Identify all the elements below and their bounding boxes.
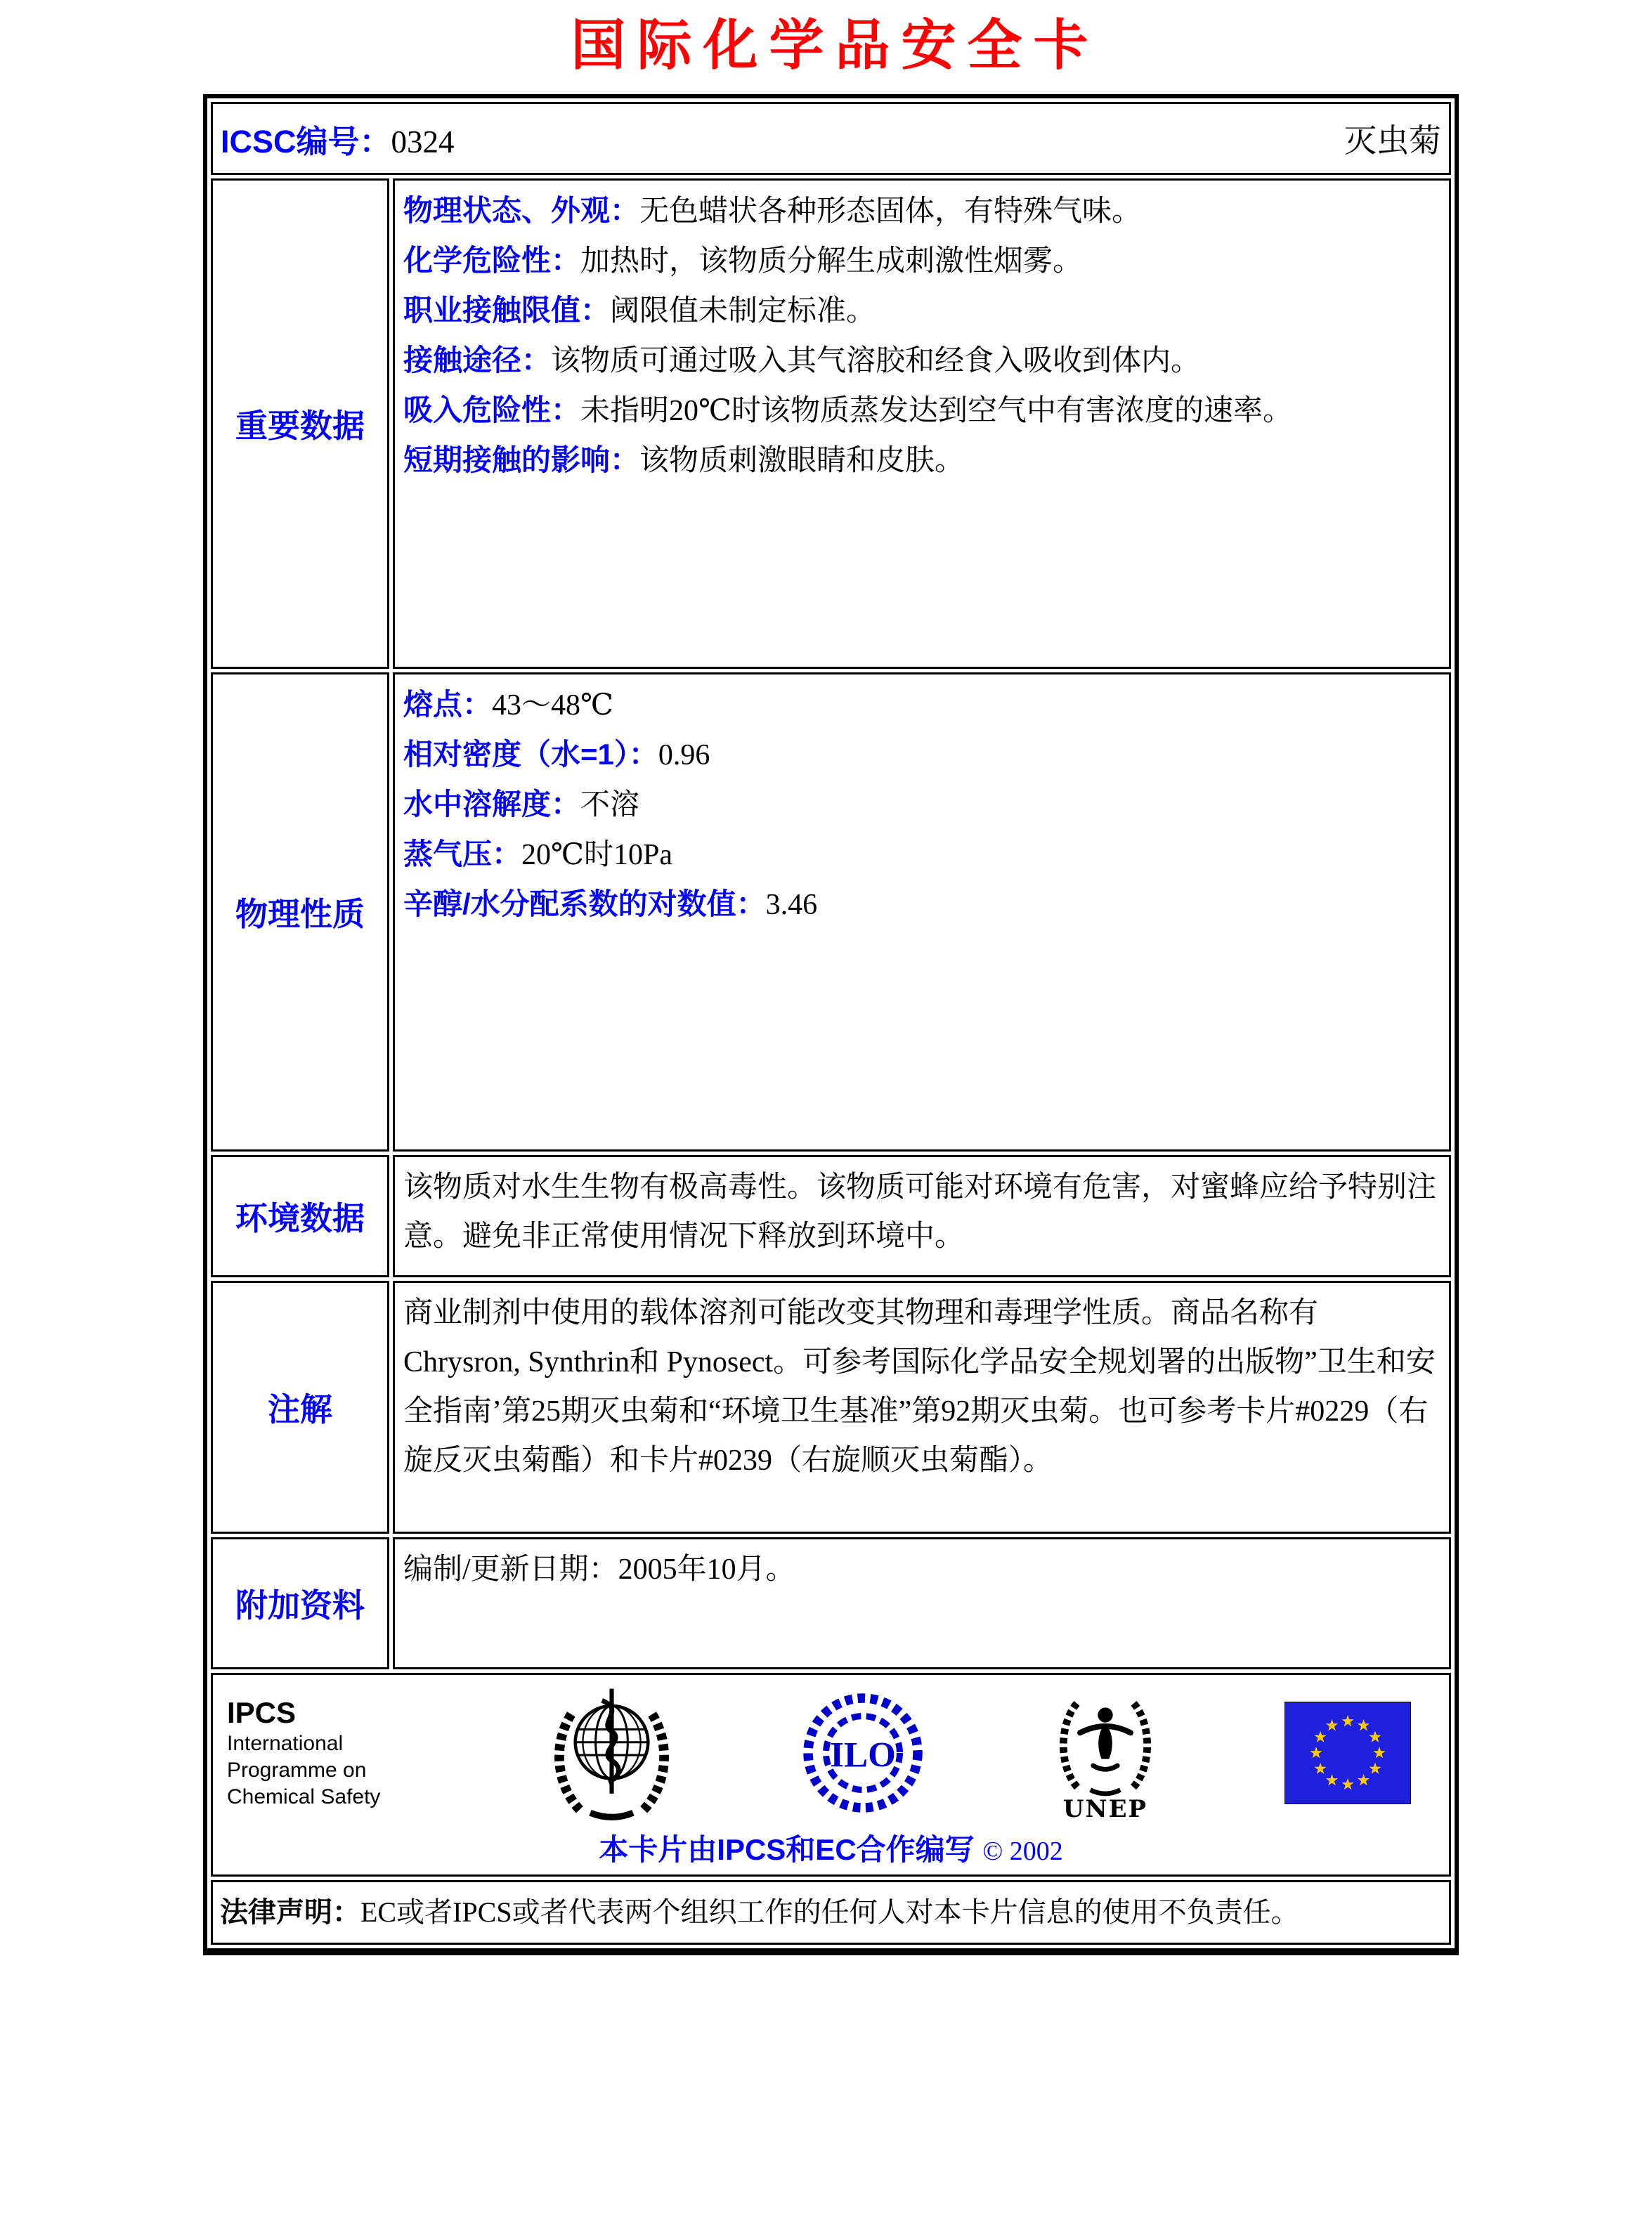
line-label: 吸入危险性： bbox=[403, 393, 581, 426]
chemical-name: 灭虫菊 bbox=[1344, 123, 1441, 159]
line-text: 阈限值未制定标准。 bbox=[610, 295, 876, 327]
data-line bbox=[403, 830, 1440, 880]
data-line bbox=[403, 680, 1440, 730]
page-title: 国际化学品安全卡 bbox=[571, 13, 1100, 77]
footer-row bbox=[211, 1673, 1451, 1877]
ipcs-text-block bbox=[227, 1695, 424, 1811]
line-text: 该物质可通过吸入其气溶胶和经食入吸收到体内。 bbox=[551, 345, 1201, 377]
line-text: 该物质刺激眼睛和皮肤。 bbox=[639, 445, 965, 477]
data-line bbox=[403, 336, 1440, 386]
line-label: 水中溶解度： bbox=[403, 788, 581, 821]
ilo-logo-icon bbox=[800, 1690, 926, 1816]
section-content-environment-data bbox=[393, 1155, 1451, 1277]
section-label-additional-info: 附加资料 bbox=[211, 1537, 389, 1669]
ipcs-full-name-line: Chemical Safety bbox=[227, 1785, 381, 1808]
line-label: 职业接触限值： bbox=[403, 294, 611, 327]
section-content-physical-properties bbox=[393, 672, 1451, 1152]
eu-flag-icon bbox=[1284, 1702, 1411, 1804]
icsc-card-table bbox=[203, 94, 1459, 1955]
notes-text: 商业制剂中使用的载体溶剂可能改变其物理和毒理学性质。商品名称有 Chrysron, Synthrin和 Pynosect。可参考国际化学品安全规划署的出版物”卫生和安全指南’第25期灭虫菊和“环境卫生基准”第92期灭虫菊。也可参考卡片#0229（右旋反灭虫菊酯）和卡片#0239（右旋顺灭虫菊酯）。 bbox=[403, 1297, 1436, 1477]
header-row bbox=[211, 102, 1451, 175]
section-content-notes bbox=[393, 1281, 1451, 1534]
ipcs-full-name-line: International bbox=[227, 1732, 344, 1755]
data-line bbox=[403, 386, 1440, 436]
line-label: 辛醇/水分配系数的对数值： bbox=[403, 887, 766, 920]
line-label: 熔点： bbox=[403, 688, 493, 721]
line-text: 加热时，该物质分解生成刺激性烟雾。 bbox=[580, 245, 1083, 278]
line-text: 20℃时10Pa bbox=[521, 839, 672, 871]
section-label-environment-data: 环境数据 bbox=[211, 1155, 389, 1277]
section-content-important-data bbox=[393, 178, 1451, 669]
line-text: 未指明20℃时该物质蒸发达到空气中有害浓度的速率。 bbox=[580, 395, 1293, 427]
section-label-important-data: 重要数据 bbox=[211, 178, 389, 669]
icsc-number-group bbox=[221, 116, 455, 162]
line-label: 短期接触的影响： bbox=[403, 443, 640, 476]
line-text: 43～48℃ bbox=[492, 689, 613, 722]
data-line bbox=[403, 780, 1440, 830]
who-logo-icon bbox=[547, 1683, 677, 1823]
legal-text: EC或者IPCS或者代表两个组织工作的任何人对本卡片信息的使用不负责任。 bbox=[360, 1896, 1299, 1928]
legal-row bbox=[211, 1880, 1451, 1945]
environment-data-text: 该物质对水生生物有极高毒性。该物质可能对环境有危害，对蜜蜂应给予特别注意。避免非正常使用情况下释放到环境中。 bbox=[403, 1171, 1437, 1253]
line-label: 相对密度（水=1）： bbox=[403, 738, 658, 771]
additional-info-text: 编制/更新日期：2005年10月。 bbox=[403, 1553, 795, 1586]
icsc-number-value: 0324 bbox=[391, 124, 455, 159]
data-line bbox=[403, 286, 1440, 336]
footer-credit-text: 本卡片由IPCS和EC合作编写 bbox=[599, 1833, 975, 1866]
footer-copyright: © 2002 bbox=[982, 1837, 1063, 1866]
unep-logo-text: UNEP bbox=[1062, 1795, 1148, 1823]
section-label-notes: 注解 bbox=[211, 1281, 389, 1534]
line-text: 无色蜡状各种形态固体，有特殊气味。 bbox=[639, 195, 1142, 228]
ipcs-full-name-line: Programme on bbox=[227, 1759, 367, 1782]
line-label: 化学危险性： bbox=[403, 244, 581, 277]
unep-logo-icon bbox=[1049, 1684, 1162, 1822]
ipcs-acronym: IPCS bbox=[227, 1696, 297, 1729]
icsc-number-label: ICSC编号： bbox=[221, 123, 391, 159]
data-line bbox=[403, 730, 1440, 780]
line-label: 蒸气压： bbox=[403, 837, 522, 871]
ilo-logo-text: ILO bbox=[830, 1735, 896, 1775]
data-line bbox=[403, 436, 1440, 485]
data-line bbox=[403, 186, 1440, 236]
line-text: 不溶 bbox=[580, 789, 640, 821]
line-label: 物理状态、外观： bbox=[403, 194, 640, 227]
data-line bbox=[403, 236, 1440, 286]
footer-caption bbox=[223, 1827, 1439, 1869]
legal-label: 法律声明： bbox=[220, 1897, 360, 1928]
line-text: 0.96 bbox=[658, 739, 710, 771]
section-label-physical-properties: 物理性质 bbox=[211, 672, 389, 1152]
line-label: 接触途径： bbox=[403, 344, 552, 377]
section-content-additional-info bbox=[393, 1537, 1451, 1669]
data-line bbox=[403, 880, 1440, 930]
line-text: 3.46 bbox=[765, 889, 818, 921]
